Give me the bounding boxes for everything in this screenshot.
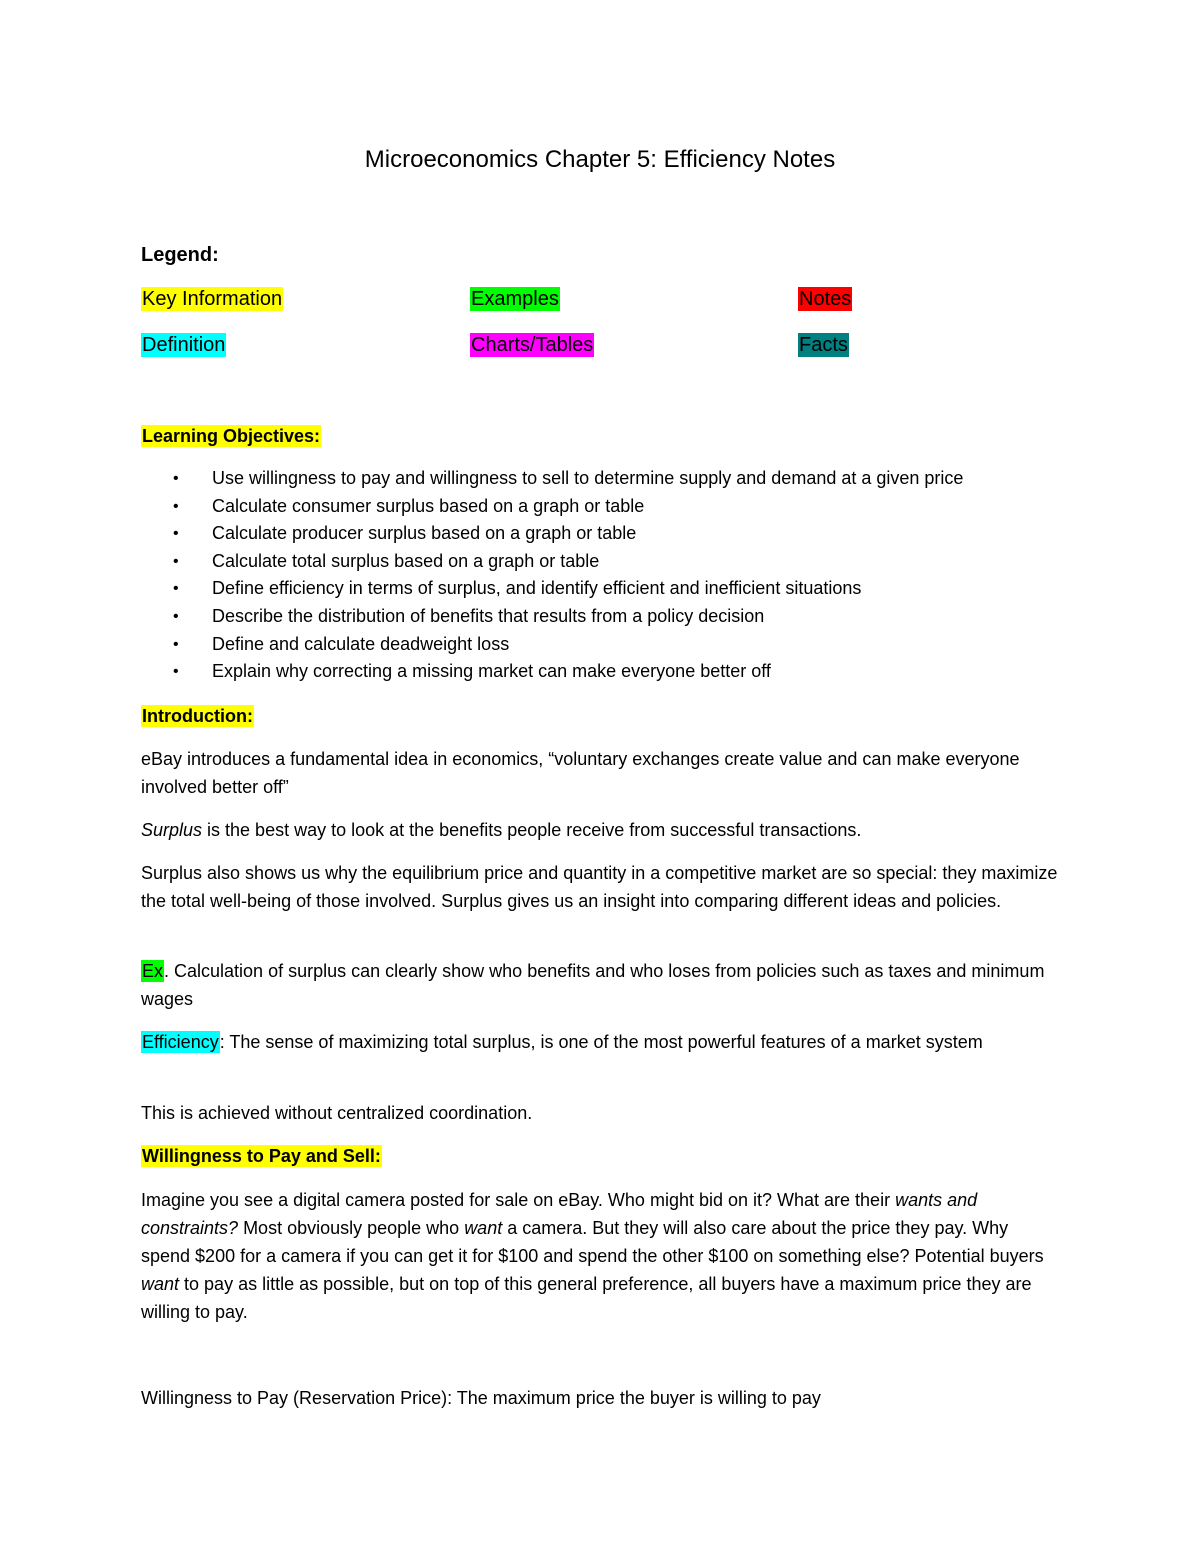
definition-tag: Efficiency (142, 1032, 219, 1052)
emphasis-text: want (141, 1274, 180, 1294)
legend-definition-label: Definition (142, 334, 226, 356)
legend-heading: Legend: (141, 244, 219, 266)
legend-facts (798, 330, 849, 360)
text-run: Most obviously people who (238, 1218, 465, 1238)
introduction-paragraph-5-text: : The sense of maximizing total surplus, is one of the most powerful features of a market system (219, 1032, 983, 1052)
list-item-text: Calculate producer surplus based on a graph or table (212, 523, 637, 544)
text-run: a camera. But they will also care about the price they pay. Why spend $200 for a camera if you can get it for $100 and spend the other $100 on something else? Potential buyers (141, 1218, 1044, 1266)
list-item-text: Use willingness to pay and willingness to sell to determine supply and demand at a given price (212, 468, 964, 488)
legend-facts-label: Facts (799, 334, 848, 356)
emphasis-text: wants and constraints? (141, 1190, 978, 1238)
introduction-paragraph-4 (141, 957, 1061, 1013)
list-item (141, 493, 963, 521)
list-item-text: Calculate consumer surplus based on a graph or table (212, 495, 645, 516)
surplus-term: Surplus (141, 820, 203, 840)
list-item (141, 658, 963, 686)
list-item-text: Explain why correcting a missing market can make everyone better off (212, 661, 771, 682)
list-item-text: Define and calculate deadweight loss (212, 633, 510, 654)
learning-objectives-heading (141, 422, 321, 450)
learning-objectives-heading-text: Learning Objectives: (142, 426, 321, 446)
legend-examples (470, 284, 560, 314)
legend-key-information-label: Key Information (142, 288, 283, 310)
list-item (141, 520, 963, 548)
bullet-icon: • (173, 635, 179, 653)
introduction-paragraph-2-text: is the best way to look at the benefits people receive from successful transactions. (202, 820, 862, 840)
list-item (141, 465, 963, 493)
introduction-paragraph-5 (141, 1028, 1061, 1056)
introduction-paragraph-6: This is achieved without centralized coordination. (141, 1103, 533, 1123)
emphasis-text: want (464, 1218, 503, 1238)
legend-definition (141, 330, 226, 360)
list-item (141, 603, 963, 631)
text-run: Imagine you see a digital camera posted for sale on eBay. Who might bid on it? What are their (141, 1190, 896, 1210)
list-item-text: Define efficiency in terms of surplus, and identify efficient and inefficient situations (212, 578, 862, 599)
willingness-paragraph-2: Willingness to Pay (Reservation Price): The maximum price the buyer is willing to pay (141, 1388, 821, 1408)
bullet-icon: • (173, 497, 179, 515)
learning-objectives-list (141, 465, 963, 686)
legend-notes-label: Notes (799, 288, 852, 310)
legend-charts-tables (470, 330, 594, 360)
introduction-paragraph-1: eBay introduces a fundamental idea in economics, “voluntary exchanges create value and can make everyone involved better off” (141, 749, 1020, 797)
introduction-heading (141, 702, 254, 730)
legend-notes (798, 284, 852, 314)
legend-key-information (141, 284, 283, 314)
list-item (141, 575, 963, 603)
bullet-icon: • (173, 580, 179, 598)
example-tag: Ex (142, 961, 164, 981)
willingness-paragraph-1 (141, 1186, 1061, 1326)
introduction-paragraph-2 (141, 816, 1061, 844)
introduction-paragraph-4-text: . Calculation of surplus can clearly show who benefits and who loses from policies such as taxes and minimum wages (141, 961, 1045, 1009)
legend-charts-tables-label: Charts/Tables (471, 334, 594, 356)
bullet-icon: • (173, 552, 179, 570)
bullet-icon: • (173, 470, 179, 487)
bullet-icon: • (173, 663, 179, 681)
legend-examples-label: Examples (471, 288, 559, 310)
introduction-heading-text: Introduction: (142, 706, 253, 726)
bullet-icon: • (173, 607, 179, 625)
willingness-heading-text: Willingness to Pay and Sell: (142, 1146, 381, 1166)
page-title: Microeconomics Chapter 5: Efficiency Notes (364, 146, 836, 173)
willingness-heading (141, 1142, 382, 1170)
text-run: to pay as little as possible, but on top of this general preference, all buyers have a maximum price they are willing to pay. (141, 1274, 1032, 1322)
introduction-paragraph-3: Surplus also shows us why the equilibrium price and quantity in a competitive market are so special: they maximize the total well-being of those involved. Surplus gives us an insight into comparing different ideas and policies. (141, 863, 1058, 911)
list-item-text: Calculate total surplus based on a graph or table (212, 550, 600, 571)
bullet-icon: • (173, 525, 179, 543)
list-item-text: Describe the distribution of benefits that results from a policy decision (212, 605, 765, 626)
list-item (141, 631, 963, 659)
list-item (141, 548, 963, 576)
